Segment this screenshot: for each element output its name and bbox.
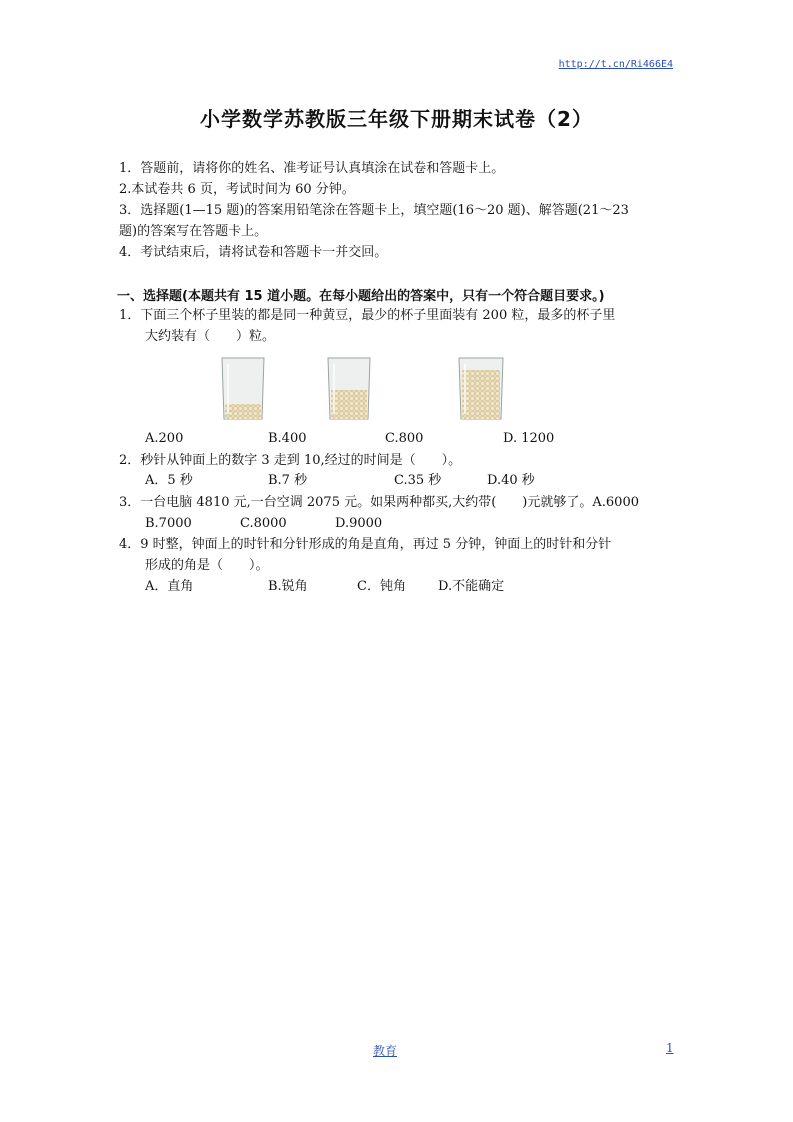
- q1-line2: 大约装有（ ）粒。: [145, 329, 276, 344]
- q4-line2: 形成的角是（ ）。: [145, 558, 269, 573]
- q4-option-c[interactable]: C．钝角: [357, 579, 406, 594]
- q2-line1: 2．秒针从钟面上的数字 3 走到 10,经过的时间是（ ）。: [119, 453, 462, 468]
- q2-option-b[interactable]: B.7 秒: [268, 473, 308, 488]
- q3-option-c[interactable]: C.8000: [240, 516, 287, 531]
- q4-option-a[interactable]: A．直角: [145, 579, 194, 594]
- q4-option-d[interactable]: D.不能确定: [438, 579, 505, 594]
- q2-option-a[interactable]: A．5 秒: [145, 473, 193, 488]
- instruction-3: 3．选择题(1—15 题)的答案用铅笔涂在答题卡上，填空题(16～20 题)、解答题(21～23: [119, 203, 629, 218]
- q1-option-b[interactable]: B.400: [268, 431, 307, 446]
- instruction-2: 2.本试卷共 6 页，考试时间为 60 分钟。: [119, 182, 355, 197]
- q2-option-d[interactable]: D.40 秒: [487, 473, 535, 488]
- beaker-large-beans-image: [455, 356, 507, 422]
- beaker-small-beans-image: [218, 356, 268, 422]
- q1-option-d[interactable]: D. 1200: [503, 431, 555, 446]
- page-title: 小学数学苏教版三年级下册期末试卷（2）: [200, 107, 593, 131]
- q2-option-c[interactable]: C.35 秒: [394, 473, 442, 488]
- q1-option-c[interactable]: C.800: [385, 431, 424, 446]
- instruction-1: 1．答题前，请将你的姓名、准考证号认真填涂在试卷和答题卡上。: [119, 161, 505, 176]
- q1-line1: 1．下面三个杯子里装的都是同一种黄豆，最少的杯子里面装有 200 粒，最多的杯子里: [119, 308, 616, 323]
- q3-option-d[interactable]: D.9000: [335, 516, 383, 531]
- instruction-3-cont: 题)的答案写在答题卡上。: [119, 224, 268, 239]
- q3-option-b[interactable]: B.7000: [145, 516, 192, 531]
- source-url[interactable]: http://t.cn/Ri466E4: [558, 59, 673, 70]
- q1-option-a[interactable]: A.200: [145, 431, 184, 446]
- section-heading: 一、选择题(本题共有 15 道小题。在每小题给出的答案中，只有一个符合题目要求。): [117, 289, 605, 304]
- instruction-4: 4．考试结束后，请将试卷和答题卡一并交回。: [119, 245, 388, 260]
- footer-link[interactable]: 教育: [373, 1044, 398, 1058]
- q3-line1: 3．一台电脑 4810 元,一台空调 2075 元。如果两种都买,大约带( )元就够了。A.6000: [119, 495, 639, 510]
- beaker-medium-beans-image: [324, 356, 374, 422]
- q4-option-b[interactable]: B.锐角: [268, 579, 308, 594]
- q4-line1: 4．9 时整，钟面上的时针和分针形成的角是直角，再过 5 分钟，钟面上的时针和分针: [119, 537, 612, 552]
- page-number[interactable]: 1: [666, 1041, 674, 1055]
